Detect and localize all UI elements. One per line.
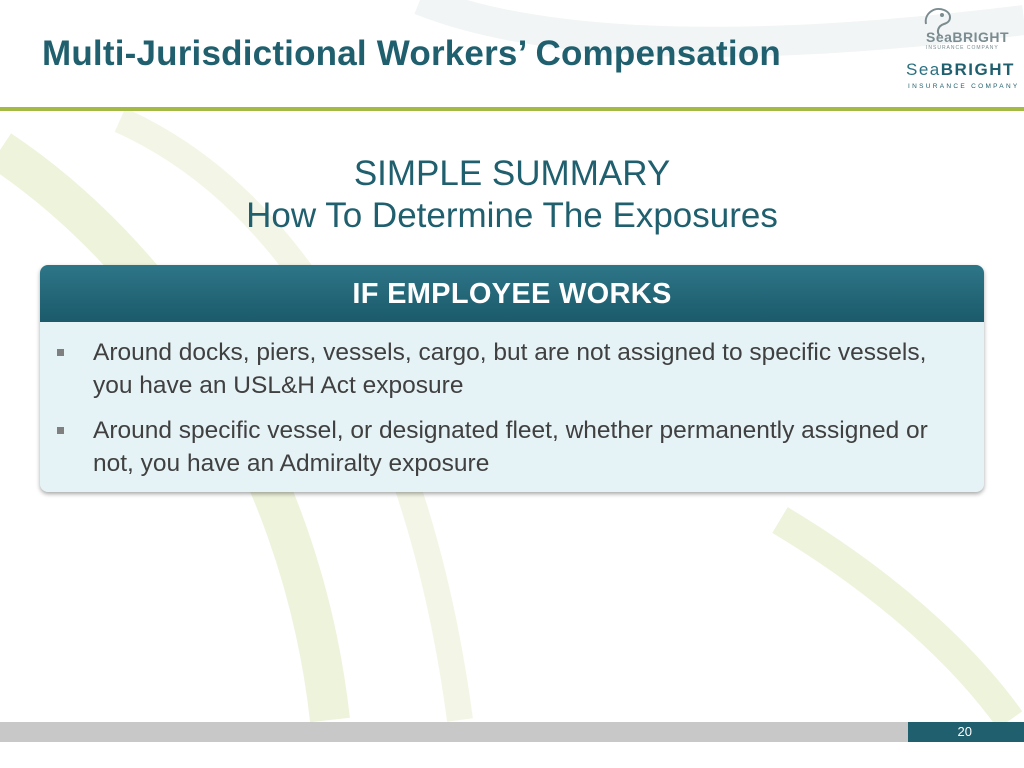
bullet-list bbox=[40, 322, 984, 480]
logo-word-bright: BRIGHT bbox=[940, 60, 1015, 79]
logo-subtext: INSURANCE COMPANY bbox=[908, 83, 1020, 90]
employee-works-card bbox=[40, 265, 984, 492]
bullet-text: Around docks, piers, vessels, cargo, but are not assigned to specific vessels, you have an USL&H Act exposure bbox=[93, 339, 927, 399]
logo-word-sea: Sea bbox=[906, 60, 941, 79]
bullet-item bbox=[93, 414, 964, 480]
page-number: 20 bbox=[908, 722, 1024, 742]
logo-small-subtext: INSURANCE COMPANY bbox=[926, 45, 999, 51]
logo-small-wordmark: SeaBRIGHT bbox=[926, 29, 1010, 45]
logo-wordmark bbox=[906, 60, 1015, 80]
square-bullet-icon bbox=[57, 349, 64, 356]
bullet-item bbox=[93, 336, 964, 402]
square-bullet-icon bbox=[57, 427, 64, 434]
footer-bar bbox=[0, 722, 1024, 742]
slide-title: Multi-Jurisdictional Workers’ Compensation bbox=[42, 34, 781, 73]
subtitle-line-1: SIMPLE SUMMARY bbox=[353, 154, 671, 193]
bullet-text: Around specific vessel, or designated fleet, whether permanently assigned or not, you have an Admiralty exposure bbox=[93, 417, 928, 477]
card-heading: IF EMPLOYEE WORKS bbox=[40, 265, 984, 322]
subtitle-line-2: How To Determine The Exposures bbox=[246, 196, 778, 235]
header-divider bbox=[0, 107, 1024, 111]
slide-subtitle bbox=[0, 153, 1024, 237]
seabright-logo bbox=[900, 4, 1024, 104]
